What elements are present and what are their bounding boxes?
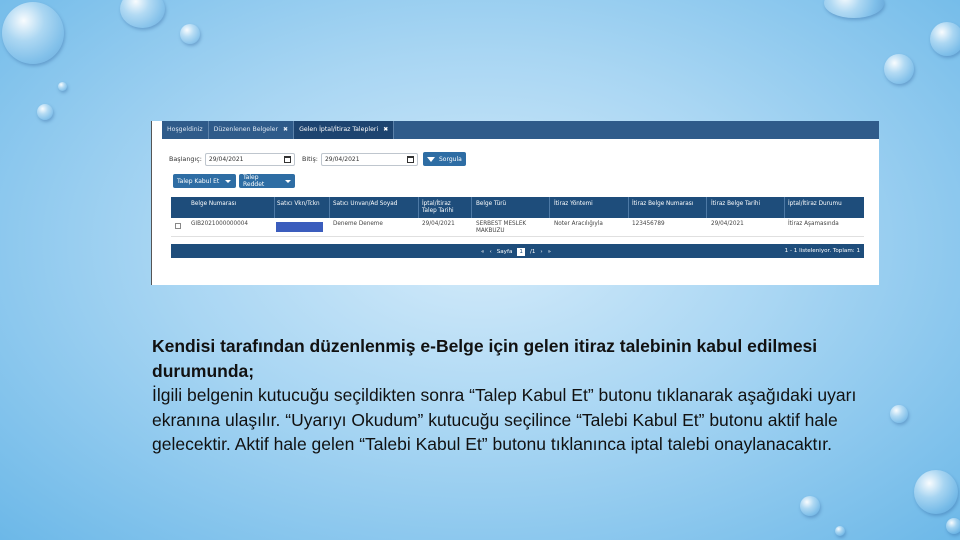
- water-droplet: [835, 526, 845, 536]
- list-info: 1 - 1 listeleniyor. Toplam: 1: [784, 248, 860, 254]
- water-droplet: [37, 104, 53, 120]
- water-droplet: [2, 2, 64, 64]
- table-cell: 123456789: [632, 221, 665, 227]
- table-row[interactable]: [171, 218, 864, 237]
- column-divider: [274, 197, 275, 218]
- end-date-label: Bitiş:: [302, 155, 318, 163]
- tab-label: Gelen İptal/İtiraz Talepleri: [299, 126, 379, 133]
- water-droplet: [120, 0, 165, 28]
- end-date-filter: [302, 151, 418, 167]
- column-header: İtiraz Belge Tarihi: [711, 201, 761, 207]
- column-divider: [418, 197, 419, 218]
- tab-welcome[interactable]: [162, 121, 209, 139]
- column-header: Belge Türü: [476, 201, 507, 207]
- column-divider: [628, 197, 629, 218]
- page-total: /1: [529, 249, 536, 255]
- redacted-vkn: [276, 222, 323, 232]
- water-droplet: [890, 405, 908, 423]
- column-header: Belge Numarası: [191, 201, 237, 207]
- tab-label: Hoşgeldiniz: [167, 126, 203, 133]
- slide-text: [152, 334, 882, 457]
- start-date-label: Başlangıç:: [169, 155, 202, 163]
- search-button[interactable]: [423, 152, 466, 166]
- requests-table: [171, 197, 864, 258]
- table-header: [171, 197, 864, 218]
- accept-request-button[interactable]: [173, 174, 236, 188]
- calendar-icon[interactable]: [407, 156, 414, 163]
- row-checkbox[interactable]: [175, 223, 181, 229]
- column-header: İtiraz Belge Numarası: [632, 201, 694, 207]
- column-divider: [706, 197, 707, 218]
- water-droplet: [914, 470, 958, 514]
- column-header: Satıcı Unvan/Ad Soyad: [333, 201, 398, 207]
- column-divider: [549, 197, 550, 218]
- water-droplet: [824, 0, 884, 18]
- calendar-icon[interactable]: [284, 156, 291, 163]
- slide-heading: Kendisi tarafından düzenlenmiş e-Belge için gelen itiraz talebinin kabul edilmesi durumunda;: [152, 336, 818, 381]
- water-droplet: [946, 518, 960, 534]
- table-cell: İtiraz Aşamasında: [788, 221, 839, 227]
- search-button-label: Sorgula: [439, 155, 462, 163]
- page-label: Sayfa: [496, 249, 513, 255]
- first-page-button[interactable]: «: [481, 249, 485, 255]
- water-droplet: [930, 22, 960, 56]
- column-header: İptal/İtiraz Durumu: [788, 201, 842, 207]
- end-date-value: 29/04/2021: [324, 155, 360, 163]
- column-divider: [784, 197, 785, 218]
- pagination: [481, 248, 551, 256]
- table-cell: Noter Aracılığıyla: [554, 221, 603, 227]
- next-page-button[interactable]: ›: [540, 249, 543, 255]
- table-footer: [171, 244, 864, 258]
- prev-page-button[interactable]: ‹: [489, 249, 492, 255]
- chevron-down-icon: [225, 180, 231, 183]
- water-droplet: [800, 496, 820, 516]
- water-droplet: [58, 82, 67, 91]
- water-droplet: [884, 54, 914, 84]
- close-icon[interactable]: ✖: [283, 126, 289, 133]
- table-cell: SERBEST MESLEK MAKBUZU: [476, 221, 527, 234]
- table-cell: 29/04/2021: [711, 221, 744, 227]
- close-icon[interactable]: ✖: [383, 126, 389, 133]
- tab-label: Düzenlenen Belgeler: [213, 126, 279, 133]
- start-date-value: 29/04/2021: [208, 155, 244, 163]
- table-cell: GIB2021000000004: [191, 221, 249, 227]
- page-number-input[interactable]: 1: [519, 249, 523, 255]
- last-page-button[interactable]: »: [547, 249, 552, 255]
- column-header: Satıcı Vkn/Tckn: [277, 201, 320, 207]
- column-header: İtiraz Yöntemi: [554, 201, 593, 207]
- reject-request-label: Talep Reddet: [243, 174, 265, 188]
- reject-request-button[interactable]: [239, 174, 295, 188]
- column-divider: [329, 197, 330, 218]
- chevron-down-icon: [285, 180, 291, 183]
- start-date-input[interactable]: [205, 153, 295, 166]
- filter-icon: [427, 157, 435, 162]
- tab-bar: [162, 121, 879, 139]
- slide-paragraph: İlgili belgenin kutucuğu seçildikten sonra “Talep Kabul Et” butonu tıklanarak aşağıdaki uyarı ekranına ulaşılır. “Uyarıyı Okudum” kutucuğu seçilince “Talebi Kabul Et” butonu aktif hale gelecektir. Aktif hale gelen “Talebi Kabul Et” butonu tıklanınca iptal talebi onaylanacaktır.: [152, 385, 857, 454]
- table-cell: 29/04/2021: [422, 221, 455, 227]
- table-cell: Deneme Deneme: [333, 221, 383, 227]
- accept-request-label: Talep Kabul Et: [177, 177, 220, 185]
- start-date-filter: [169, 151, 295, 167]
- tab-issued-documents[interactable]: [209, 121, 294, 139]
- column-header: İptal/İtiraz Talep Tarihi: [422, 201, 454, 214]
- end-date-input[interactable]: [321, 153, 418, 166]
- tab-incoming-requests[interactable]: [294, 121, 394, 139]
- water-droplet: [180, 24, 200, 44]
- column-divider: [471, 197, 472, 218]
- app-screenshot: [151, 121, 879, 285]
